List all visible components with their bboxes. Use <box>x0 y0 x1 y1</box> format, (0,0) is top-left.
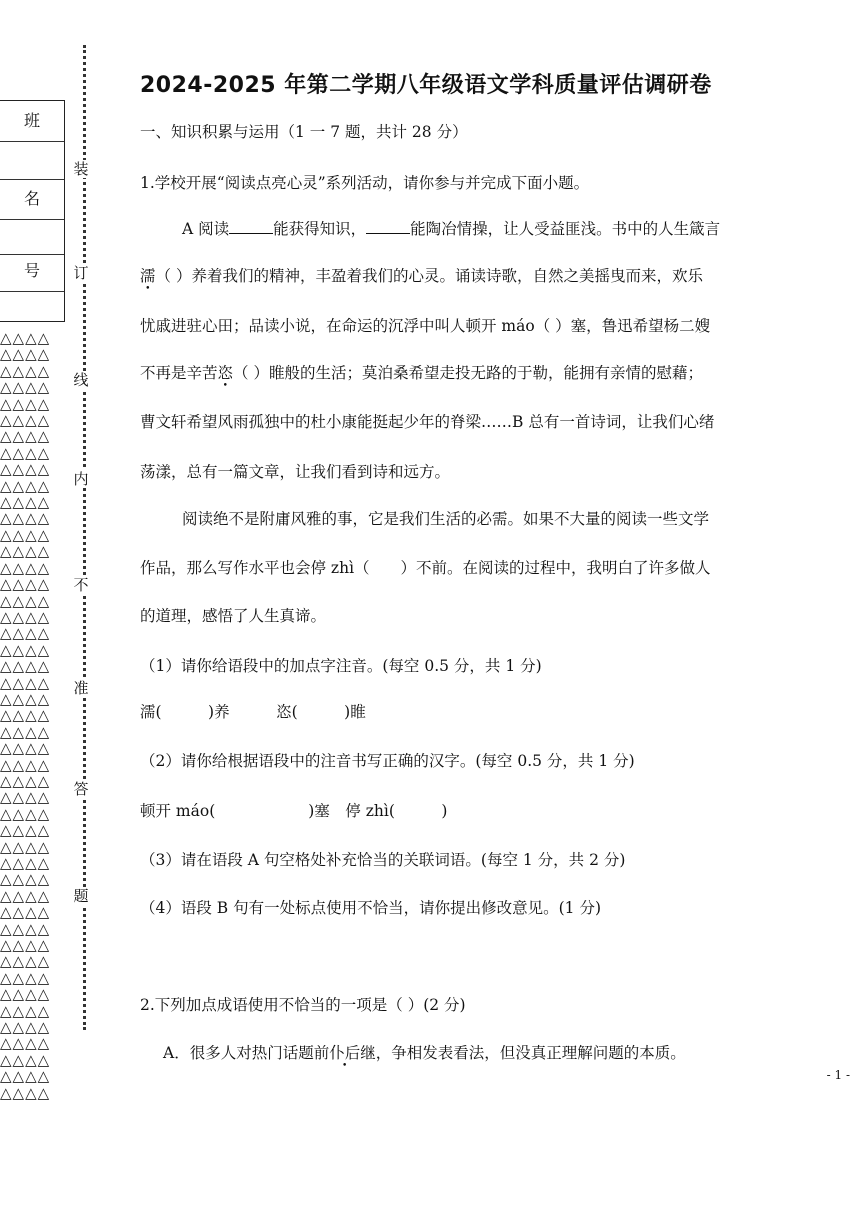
triangle-pattern <box>0 330 70 1101</box>
triangle-row: △△△△ <box>0 460 51 479</box>
q1-stem: 1.学校开展“阅读点亮心灵”系列活动，请你参与并完成下面小题。 <box>140 174 590 192</box>
fill-blank[interactable] <box>229 219 273 234</box>
margin-char: 装 <box>73 160 89 178</box>
triangle-row: △△△△ <box>0 394 51 413</box>
triangle-row: △△△△ <box>0 411 51 430</box>
margin-char: 订 <box>73 264 89 282</box>
triangle-row: △△△△ <box>0 443 51 462</box>
triangle-row: △△△△ <box>0 821 51 840</box>
section-heading: 一、知识积累与运用（1 一 7 题，共计 28 分） <box>140 123 468 141</box>
triangle-row: △△△△ <box>0 919 51 938</box>
triangle-row: △△△△ <box>0 427 51 446</box>
triangle-row: △△△△ <box>0 607 51 626</box>
triangle-row: △△△△ <box>0 985 51 1004</box>
triangle-row: △△△△ <box>0 837 51 856</box>
dotted-idiom: 前仆后继 <box>313 1044 376 1062</box>
triangle-row: △△△△ <box>0 476 51 495</box>
dotted-char: 濡 <box>140 267 156 285</box>
para-text: 能获得知识， <box>273 220 367 238</box>
para-a-line-5: 曹文轩希望风雨孤独中的杜小康能挺起少年的脊梁……B 总有一首诗词，让我们心绪 <box>140 413 715 431</box>
para-b-line-3: 的道理，感悟了人生真谛。 <box>140 607 327 625</box>
triangle-row: △△△△ <box>0 657 51 676</box>
triangle-row: △△△△ <box>0 804 51 823</box>
triangle-row: △△△△ <box>0 1034 51 1053</box>
margin-char: 线 <box>73 371 89 389</box>
para-a-line-2 <box>140 264 703 286</box>
number-label: 号 <box>23 261 40 280</box>
para-a-line-4 <box>140 361 703 383</box>
triangle-row: △△△△ <box>0 624 51 643</box>
triangle-row: △△△△ <box>0 755 51 774</box>
para-a-line-3: 忧戚进驻心田；品读小说，在命运的沉浮中叫人顿开 máo（ ）塞，鲁迅希望杨二嫂 <box>140 317 711 335</box>
para-text: 能陶冶情操，让人受益匪浅。书中的人生箴言 <box>410 220 721 238</box>
triangle-row: △△△△ <box>0 575 51 594</box>
triangle-row: △△△△ <box>0 542 51 561</box>
triangle-row: △△△△ <box>0 739 51 758</box>
option-text: A．很多人对热门话题 <box>163 1044 314 1062</box>
para-b-line-1: 阅读绝不是附庸风雅的事，它是我们生活的必需。如果不大量的阅读一些文学 <box>182 510 710 528</box>
para-text: （ ）养着我们的精神，丰盈着我们的心灵。诵读诗歌，自然之美摇曳而来，欢乐 <box>155 267 703 285</box>
divider <box>0 291 64 292</box>
class-label: 班 <box>23 111 40 130</box>
para-a-line-1 <box>182 217 720 239</box>
para-text: 不再是辛苦 <box>140 364 218 382</box>
page-number: - 1 - <box>826 1068 850 1082</box>
triangle-row: △△△△ <box>0 345 51 364</box>
sub2-answer[interactable]: 顿开 máo( )塞 停 zhì( ) <box>140 802 448 820</box>
triangle-row: △△△△ <box>0 591 51 610</box>
triangle-row: △△△△ <box>0 330 51 347</box>
triangle-row: △△△△ <box>0 771 51 790</box>
binding-dotted-line <box>83 45 90 1030</box>
triangle-row: △△△△ <box>0 936 51 955</box>
triangle-row: △△△△ <box>0 722 51 741</box>
triangle-row: △△△△ <box>0 1067 51 1086</box>
triangle-row: △△△△ <box>0 509 51 528</box>
triangle-row: △△△△ <box>0 1050 51 1069</box>
fill-blank[interactable] <box>366 219 410 234</box>
triangle-row: △△△△ <box>0 525 51 544</box>
triangle-row: △△△△ <box>0 1018 51 1037</box>
triangle-row: △△△△ <box>0 493 51 512</box>
para-a-line-6: 荡漾，总有一篇文章，让我们看到诗和远方。 <box>140 463 451 481</box>
margin-char: 准 <box>73 679 89 697</box>
sub-question-1: （1）请你给语段中的加点字注音。(每空 0.5 分，共 1 分) <box>140 657 542 675</box>
triangle-row: △△△△ <box>0 689 51 708</box>
triangle-row: △△△△ <box>0 903 51 922</box>
margin-char: 不 <box>73 576 89 594</box>
sub-question-4: （4）语段 B 句有一处标点使用不恰当，请你提出修改意见。(1 分) <box>140 899 601 917</box>
margin-char: 内 <box>73 470 89 488</box>
triangle-row: △△△△ <box>0 1001 51 1020</box>
dotted-char: 恣 <box>217 364 234 382</box>
q2-option-a <box>163 1041 686 1063</box>
triangle-row: △△△△ <box>0 854 51 872</box>
margin-char: 题 <box>73 887 89 905</box>
sub-question-2: （2）请你给根据语段中的注音书写正确的汉字。(每空 0.5 分，共 1 分) <box>140 752 635 770</box>
sub1-answer[interactable]: 濡( )养 恣( )睢 <box>140 703 366 721</box>
triangle-row: △△△△ <box>0 886 51 905</box>
triangle-row: △△△△ <box>0 640 51 659</box>
student-info-box <box>0 100 65 322</box>
q2-stem: 2.下列加点成语使用不恰当的一项是（ ）(2 分) <box>140 996 466 1014</box>
name-label: 名 <box>23 189 40 208</box>
triangle-row: △△△△ <box>0 558 51 577</box>
triangle-row: △△△△ <box>0 952 51 971</box>
triangle-row: △△△△ <box>0 361 51 380</box>
para-b-line-2: 作品，那么写作水平也会停 zhì（ ）不前。在阅读的过程中，我明白了许多做人 <box>140 559 711 577</box>
option-text: ，争相发表看法，但没真正理解问题的本质。 <box>375 1044 686 1062</box>
divider <box>0 219 64 220</box>
triangle-row: △△△△ <box>0 870 51 889</box>
triangle-row: △△△△ <box>0 1083 51 1102</box>
triangle-row: △△△△ <box>0 706 51 725</box>
exam-title: 2024-2025 年第二学期八年级语文学科质量评估调研卷 <box>140 73 712 98</box>
para-text: （ ）睢般的生活；莫泊桑希望走投无路的于勒，能拥有亲情的慰藉； <box>233 364 703 382</box>
triangle-row: △△△△ <box>0 673 51 692</box>
para-text: A 阅读 <box>182 220 230 238</box>
divider <box>0 141 64 142</box>
margin-char: 答 <box>73 780 89 798</box>
sub-question-3: （3）请在语段 A 句空格处补充恰当的关联词语。(每空 1 分，共 2 分) <box>140 851 626 869</box>
triangle-row: △△△△ <box>0 968 51 987</box>
triangle-row: △△△△ <box>0 378 51 397</box>
triangle-row: △△△△ <box>0 788 51 807</box>
